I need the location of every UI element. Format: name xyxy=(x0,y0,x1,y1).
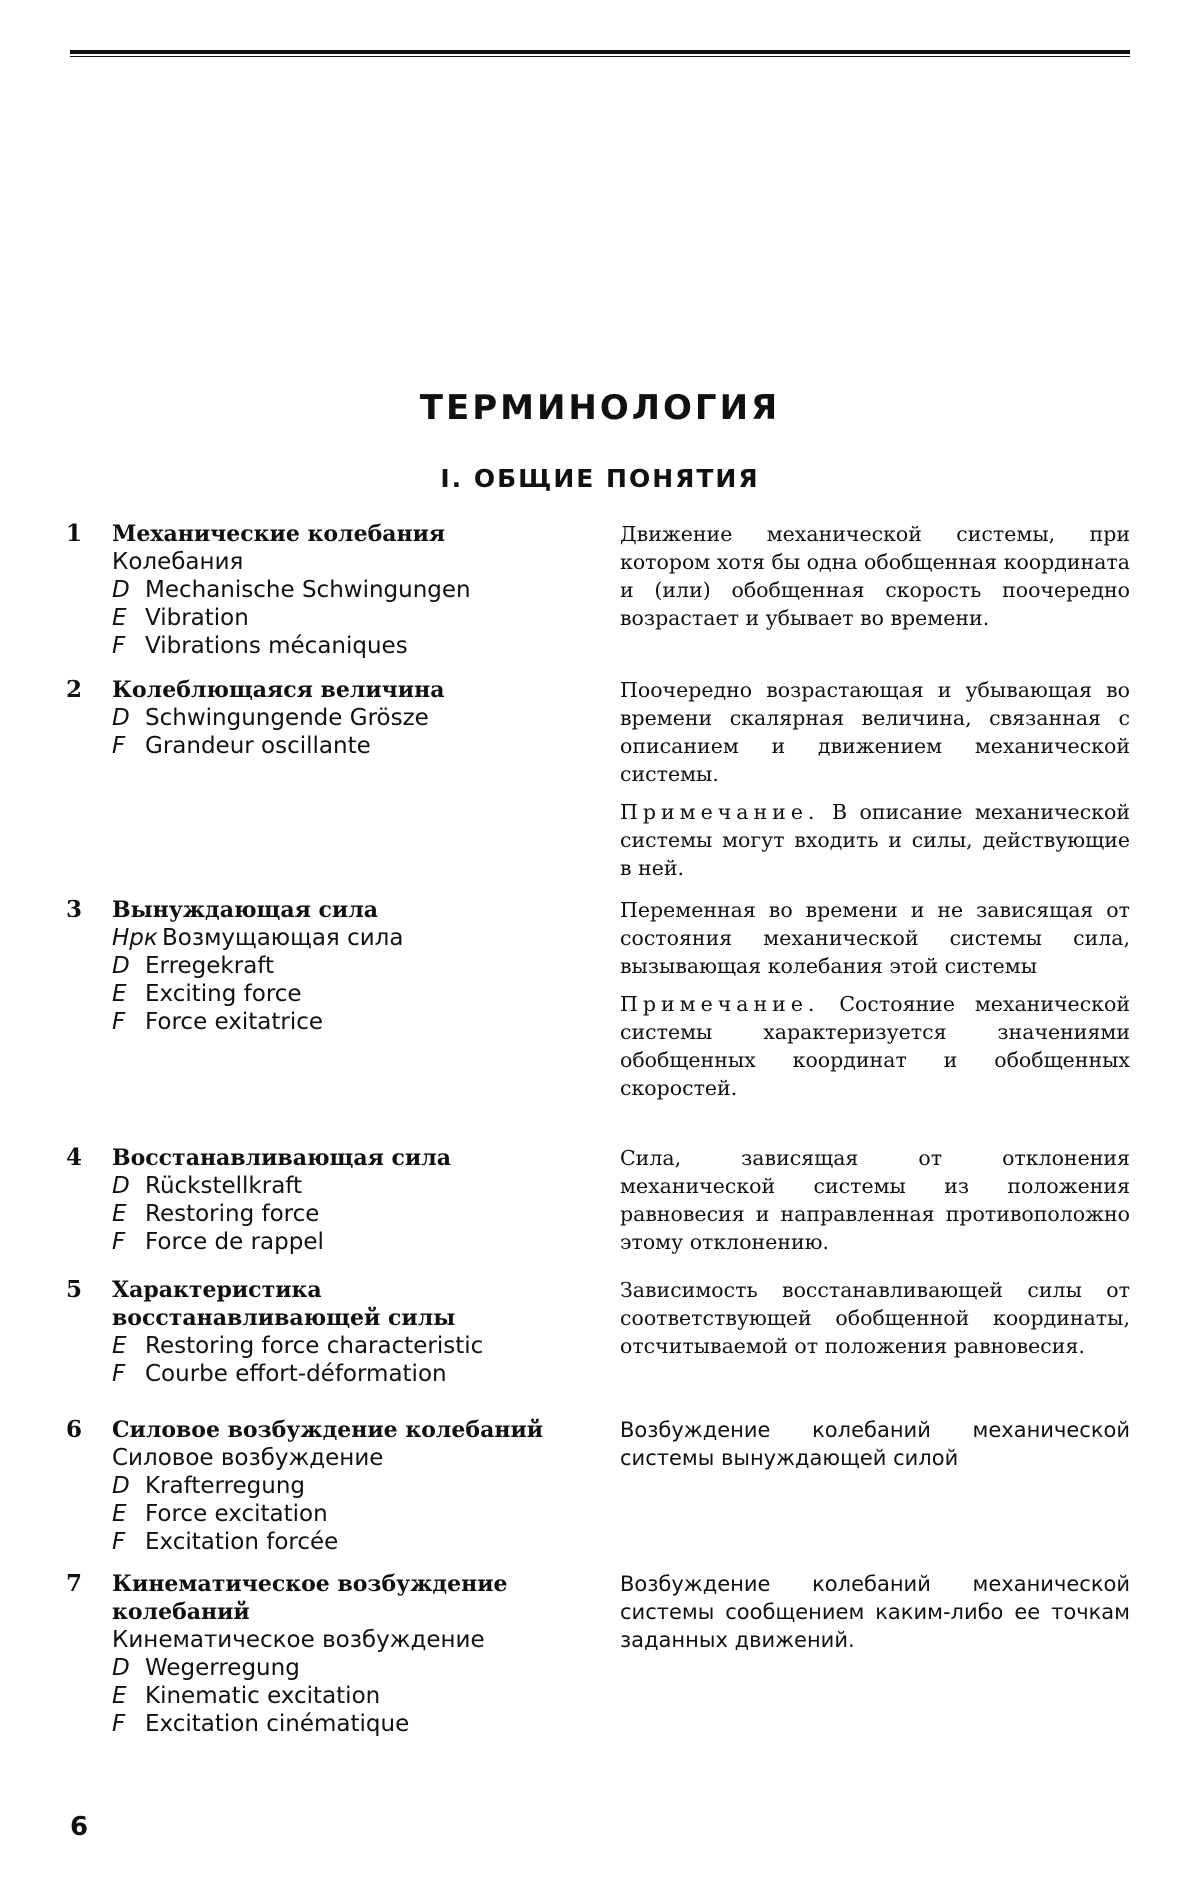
term-main: Кинематическое возбуждение колебаний xyxy=(112,1570,582,1626)
definition-text: Переменная во времени и не зависящая от состояния механической системы сила, вызывающая колебания этой системы xyxy=(620,896,1130,980)
definition-block xyxy=(620,520,1130,642)
definition-text: Поочередно возрастающая и убывающая во времени скалярная величина, связанная с описанием и движением механической системы. xyxy=(620,676,1130,788)
entry-number: 1 xyxy=(66,520,82,548)
definition-text: Возбуждение колебаний механической системы вынуждающей силой xyxy=(620,1416,1130,1472)
note-text: Состояние механической системы характеризуется значениями обобщенных координат и обобщенных скоростей. xyxy=(620,992,1130,1100)
entry-number: 3 xyxy=(66,896,82,924)
term-translation-fr: F Grandeur oscillante xyxy=(112,732,582,760)
term-block xyxy=(112,1570,582,1738)
term-translation-de: D Krafterregung xyxy=(112,1472,582,1500)
term-block xyxy=(112,676,582,760)
note xyxy=(620,990,1130,1102)
section-heading: I. ОБЩИЕ ПОНЯТИЯ xyxy=(0,464,1200,493)
term-nonrecommended: Нрк Возмущающая сила xyxy=(112,924,582,952)
term-translation-en: E Kinematic excitation xyxy=(112,1682,582,1710)
term-main: Силовое возбуждение колебаний xyxy=(112,1416,582,1444)
entry-number: 7 xyxy=(66,1570,82,1598)
entry-number: 4 xyxy=(66,1144,82,1172)
entry-number: 2 xyxy=(66,676,82,704)
term-block xyxy=(112,1276,582,1388)
note-text: В описание механической системы могут входить и силы, действующие в ней. xyxy=(620,800,1130,880)
term-synonym: Колебания xyxy=(112,548,582,576)
definition-text: Возбуждение колебаний механической системы сообщением каким-либо ее точкам заданных движений. xyxy=(620,1570,1130,1654)
term-synonym: Силовое возбуждение xyxy=(112,1444,582,1472)
definition-block xyxy=(620,1570,1130,1664)
definition-text: Движение механической системы, при котором хотя бы одна обобщенная координата и (или) обобщенная скорость поочередно возрастает и убывает во времени. xyxy=(620,520,1130,632)
term-translation-de: D Wegerregung xyxy=(112,1654,582,1682)
entry-number: 5 xyxy=(66,1276,82,1304)
note xyxy=(620,798,1130,882)
term-main: Восстанавливающая сила xyxy=(112,1144,582,1172)
term-block xyxy=(112,1416,582,1556)
page-title: ТЕРМИНОЛОГИЯ xyxy=(0,388,1200,428)
term-translation-en: E Exciting force xyxy=(112,980,582,1008)
term-translation-en: E Restoring force xyxy=(112,1200,582,1228)
term-translation-en: E Force excitation xyxy=(112,1500,582,1528)
term-main: Механические колебания xyxy=(112,520,582,548)
definition-block xyxy=(620,896,1130,1112)
note-label: Примечание. xyxy=(620,992,820,1016)
note-label: Примечание. xyxy=(620,800,820,824)
term-translation-fr: F Vibrations mécaniques xyxy=(112,632,582,660)
term-translation-fr: F Excitation forcée xyxy=(112,1528,582,1556)
term-main: Вынуждающая сила xyxy=(112,896,582,924)
term-translation-en: E Vibration xyxy=(112,604,582,632)
definition-text: Сила, зависящая от отклонения механической системы из положения равновесия и направленная противоположно этому отклонению. xyxy=(620,1144,1130,1256)
term-translation-de: D Mechanische Schwingungen xyxy=(112,576,582,604)
definition-block xyxy=(620,1276,1130,1370)
term-translation-fr: F Excitation cinématique xyxy=(112,1710,582,1738)
definition-block xyxy=(620,1144,1130,1266)
term-translation-de: D Schwingungende Grösze xyxy=(112,704,582,732)
term-translation-de: D Erregekraft xyxy=(112,952,582,980)
term-block xyxy=(112,520,582,660)
definition-block xyxy=(620,676,1130,892)
top-rule xyxy=(70,50,1130,57)
definition-text: Зависимость восстанавливающей силы от соответствующей обобщенной координаты, отсчитываемой от положения равновесия. xyxy=(620,1276,1130,1360)
term-block xyxy=(112,1144,582,1256)
entry-number: 6 xyxy=(66,1416,82,1444)
page-number: 6 xyxy=(70,1812,88,1842)
term-translation-fr: F Courbe effort-déformation xyxy=(112,1360,582,1388)
term-block xyxy=(112,896,582,1036)
term-translation-fr: F Force de rappel xyxy=(112,1228,582,1256)
term-translation-de: D Rückstellkraft xyxy=(112,1172,582,1200)
term-synonym: Кинематическое возбуждение xyxy=(112,1626,582,1654)
term-translation-fr: F Force exitatrice xyxy=(112,1008,582,1036)
term-main: Характеристика восстанавливающей силы xyxy=(112,1276,582,1332)
definition-block xyxy=(620,1416,1130,1482)
term-translation-en: E Restoring force characteristic xyxy=(112,1332,582,1360)
term-main: Колеблющаяся величина xyxy=(112,676,582,704)
